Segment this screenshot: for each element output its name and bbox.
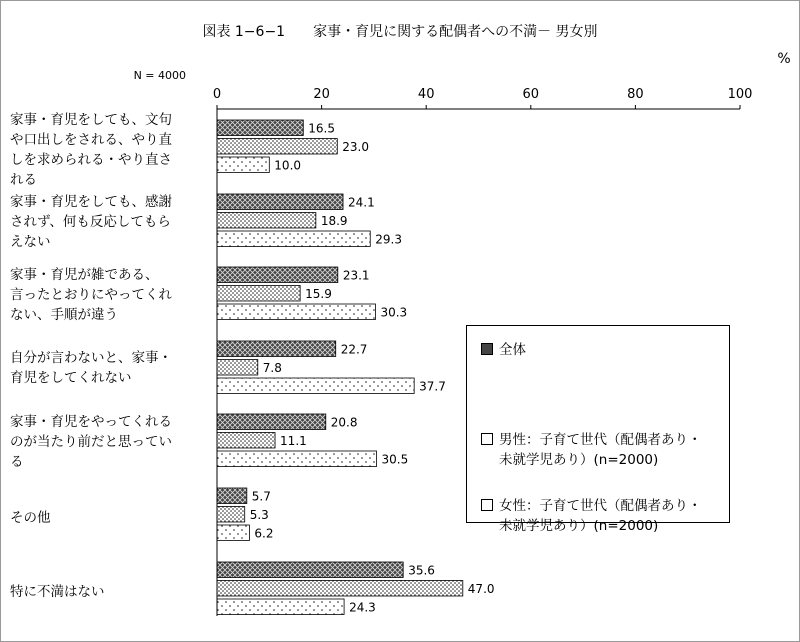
value-label-male: 23.0 bbox=[342, 139, 370, 154]
bar-female bbox=[217, 525, 249, 541]
bar-all bbox=[217, 414, 326, 430]
bar-all bbox=[217, 562, 403, 578]
bar-female bbox=[217, 451, 377, 467]
legend-label-all: 全体 bbox=[499, 342, 526, 358]
bar-male bbox=[217, 433, 275, 449]
bar-female bbox=[217, 157, 269, 173]
bar-male bbox=[217, 507, 245, 523]
bar-all bbox=[217, 267, 338, 283]
bar-female bbox=[217, 378, 414, 394]
category-label: その他 bbox=[10, 510, 51, 526]
value-label-all: 20.8 bbox=[330, 415, 358, 430]
value-label-all: 24.1 bbox=[348, 195, 375, 210]
category-label: 自分が言わないと、家事・ 育児をしてくれない bbox=[10, 350, 172, 386]
legend-swatch-male bbox=[481, 433, 493, 445]
bar-male bbox=[217, 139, 337, 155]
value-label-male: 5.3 bbox=[249, 507, 269, 522]
bar-male bbox=[217, 213, 316, 229]
value-label-male: 7.8 bbox=[262, 360, 282, 375]
x-tick-label: 40 bbox=[417, 87, 435, 102]
x-tick-label: 60 bbox=[522, 87, 540, 102]
legend bbox=[466, 325, 730, 534]
legend-item-all bbox=[481, 340, 526, 360]
bar-male bbox=[217, 360, 258, 376]
value-label-male: 15.9 bbox=[305, 286, 332, 301]
value-label-all: 23.1 bbox=[342, 268, 370, 283]
bar-all bbox=[217, 488, 247, 504]
legend-swatch-female bbox=[481, 499, 493, 511]
legend-swatch-all bbox=[481, 343, 493, 355]
unit-label: % bbox=[777, 51, 791, 67]
bar-male bbox=[217, 581, 463, 597]
bar-female bbox=[217, 599, 344, 615]
bar-male bbox=[217, 286, 300, 302]
value-label-male: 18.9 bbox=[320, 213, 348, 228]
value-label-female: 37.7 bbox=[419, 379, 446, 394]
n-label: N = 4000 bbox=[133, 69, 186, 82]
bar-all bbox=[217, 120, 303, 136]
value-label-all: 16.5 bbox=[308, 121, 336, 136]
bar-all bbox=[217, 194, 343, 210]
value-label-female: 6.2 bbox=[254, 526, 274, 541]
value-label-female: 30.3 bbox=[380, 305, 408, 320]
legend-label-female: 女性：子育て世代（配偶者あり・ 未就学児あり）(n=2000) bbox=[499, 498, 702, 534]
x-tick-label: 100 bbox=[727, 87, 753, 102]
legend-item-female bbox=[481, 476, 702, 536]
x-tick-label: 0 bbox=[212, 87, 222, 102]
category-label: 家事・育児をやってくれる のが当たり前だと思ってい る bbox=[10, 414, 172, 470]
value-label-male: 47.0 bbox=[467, 581, 495, 596]
legend-item-male bbox=[481, 410, 702, 470]
bar-all bbox=[217, 341, 336, 357]
value-label-all: 22.7 bbox=[340, 342, 368, 357]
x-tick-label: 20 bbox=[313, 87, 330, 102]
value-label-all: 5.7 bbox=[251, 489, 271, 504]
value-label-female: 24.3 bbox=[349, 600, 376, 615]
value-label-female: 30.5 bbox=[381, 452, 409, 467]
category-label: 家事・育児が雑である、 言ったとおりにやってくれ ない、手順が違う bbox=[10, 267, 172, 323]
value-label-female: 29.3 bbox=[375, 232, 402, 247]
bar-female bbox=[217, 231, 370, 247]
chart-title: 図表 1−6−1 家事・育児に関する配偶者への不満－ 男女別 bbox=[202, 24, 598, 40]
x-tick-label: 80 bbox=[627, 87, 644, 102]
value-label-all: 35.6 bbox=[408, 563, 435, 578]
legend-label-male: 男性：子育て世代（配偶者あり・ 未就学児あり）(n=2000) bbox=[499, 432, 702, 468]
value-label-female: 10.0 bbox=[274, 158, 302, 173]
category-label: 家事・育児をしても、文句 や口出しをされる、やり直 しを求められる・やり直さ れる bbox=[10, 112, 172, 188]
bar-female bbox=[217, 304, 375, 320]
value-label-male: 11.1 bbox=[280, 433, 307, 448]
category-label: 特に不満はない bbox=[10, 584, 105, 600]
category-label: 家事・育児をしても、感謝 されず、何も反応してもら えない bbox=[10, 194, 172, 250]
